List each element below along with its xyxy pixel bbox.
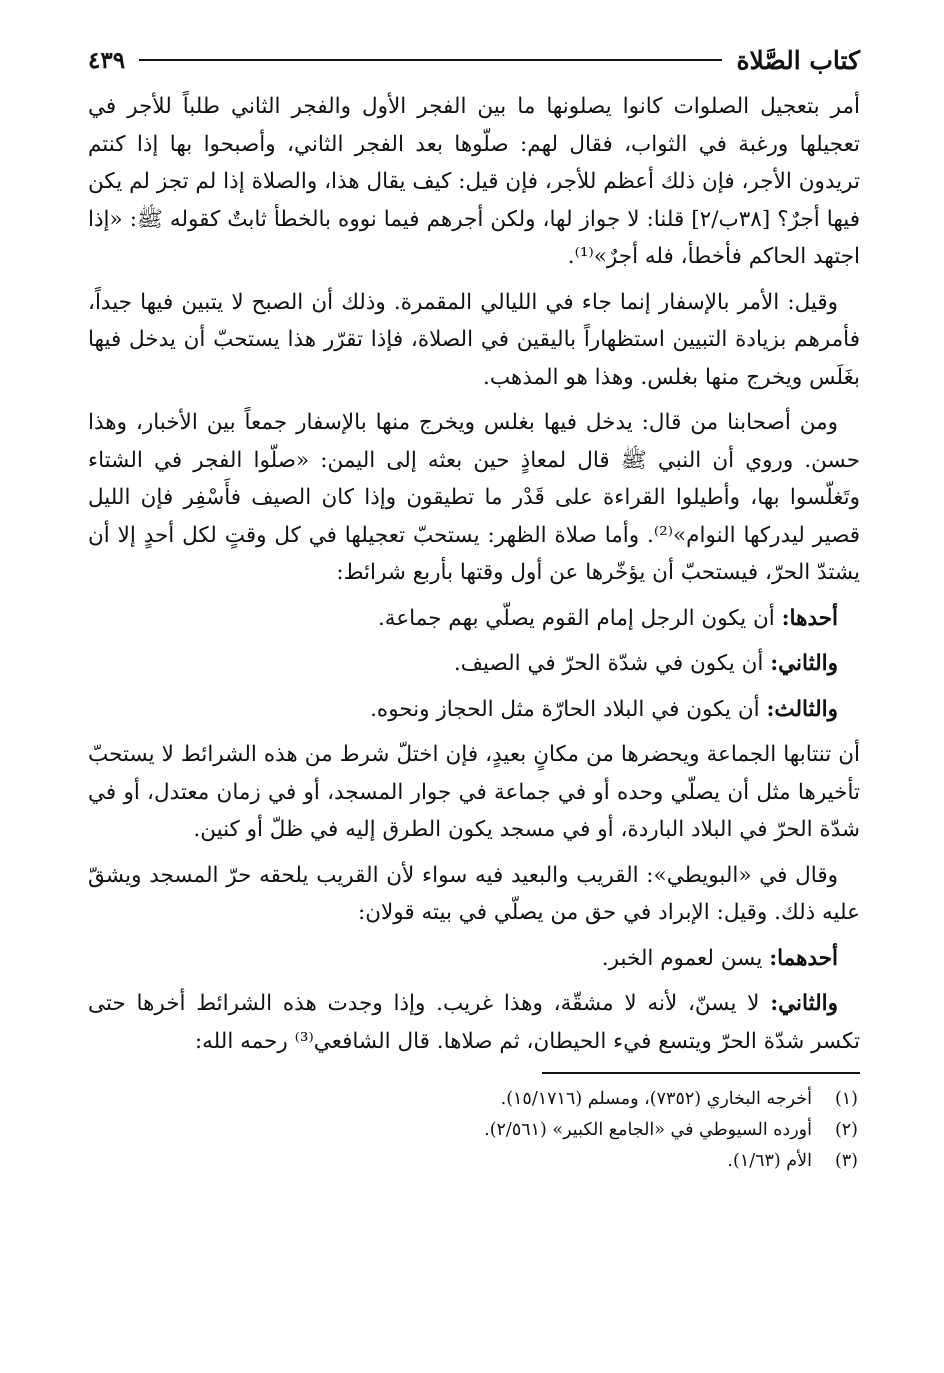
- option-1-text: يسن لعموم الخبر.: [601, 945, 770, 971]
- paragraph-1: أمر بتعجيل الصلوات كانوا يصلونها ما بين الفجر الأول والفجر الثاني طلباً للأجر في تعجيلها ورغبة في الثواب، فقال لهم: صلّوها بعد الفجر الثاني، وأصبحوا بها إذا كنتم تريدون الأجر، فإن ذلك أعظم للأجر، فإن قيل: كيف يقال هذا، والصلاة إذا لم تجز لم يكن فيها أجرٌ؟ [٣٨ب/٢] قلنا: لا جواز لها، ولكن أجرهم فيما نووه بالخطأ ثابتٌ كقوله ﷺ: «إذا اجتهد الحاكم فأخطأ، فله أجرٌ»⁽¹⁾.: [88, 94, 860, 269]
- footnote-rule: [542, 1072, 860, 1074]
- option-1-lead: أحدهما:: [769, 945, 838, 971]
- chapter-title: كتاب الصَّلاة: [736, 45, 860, 75]
- main-text: [88, 88, 860, 1060]
- condition-3-text: أن يكون في البلاد الحارّة مثل الحجاز ونحوه.: [370, 696, 767, 722]
- condition-2-text: أن يكون في شدّة الحرّ في الصيف.: [453, 651, 771, 676]
- option-2: [88, 985, 860, 1060]
- condition-1-lead: أحدها:: [781, 605, 838, 631]
- footnote-2-number: (٢): [834, 1120, 858, 1140]
- book-page: [88, 38, 860, 1177]
- condition-3: [88, 691, 860, 729]
- paragraph-2: وقيل: الأمر بالإسفار إنما جاء في الليالي المقمرة. وذلك أن الصبح لا يتبين فيها جيداً، فأمرهم بزيادة التبيين استظهاراً باليقين في الصلاة، فإذا تقرّر هذا يستحبّ أن يدخل فيها بغَلَس ويخرج منها بغلس. وهذا هو المذهب.: [88, 289, 860, 390]
- footnote-2-text: أورده السيوطي في «الجامع الكبير» (٢/٥٦١).: [484, 1120, 812, 1140]
- running-header: [88, 38, 860, 82]
- footnote-3: [88, 1146, 860, 1177]
- footnote-1-number: (١): [834, 1089, 858, 1109]
- condition-2: [88, 645, 860, 683]
- option-1: [88, 940, 860, 978]
- footnotes: [88, 1084, 860, 1177]
- condition-3-lead: والثالث:: [766, 696, 838, 722]
- header-rule: [139, 59, 722, 61]
- footnote-1-text: أخرجه البخاري (٧٣٥٢)، ومسلم (١٥/١٧١٦).: [500, 1089, 812, 1109]
- footnote-2: [88, 1115, 860, 1146]
- footnote-1: [88, 1084, 860, 1115]
- option-2-lead: والثاني:: [770, 991, 838, 1016]
- condition-1: [88, 600, 860, 638]
- footnote-3-text: الأم (١/٦٣).: [727, 1151, 812, 1171]
- option-2-text: لا يسنّ، لأنه لا مشقّة، وهذا غريب. وإذا وجدت هذه الشرائط أخرها حتى تكسر شدّة الحرّ ويتسع فيء الحيطان، ثم صلاها. قال الشافعي⁽³⁾ رحمه الله:: [88, 991, 860, 1054]
- page-number: ٤٣٩: [88, 46, 126, 74]
- paragraph-5: وقال في «البويطي»: القريب والبعيد فيه سواء لأن القريب يلحقه حرّ المسجد ويشقّ عليه ذلك. وقيل: الإبراد في حق من يصلّي في بيته قولان:: [88, 862, 860, 925]
- condition-2-lead: والثاني:: [770, 651, 838, 676]
- paragraph-4: أن تنتابها الجماعة ويحضرها من مكانٍ بعيدٍ، فإن اختلّ شرط من هذه الشرائط لا يستحبّ تأخيرها مثل أن يصلّي وحده أو في جماعة في جوار المسجد، أو في زمان معتدل، أو في شدّة الحرّ في البلاد الباردة، أو في مسجد يكون الطرق إليه في ظلّ أو كنين.: [88, 742, 860, 842]
- condition-1-text: أن يكون الرجل إمام القوم يصلّي بهم جماعة.: [377, 605, 782, 631]
- footnote-3-number: (٣): [834, 1151, 858, 1171]
- paragraph-3: ومن أصحابنا من قال: يدخل فيها بغلس ويخرج منها بالإسفار جمعاً بين الأخبار، وهذا حسن. وروي أن النبي ﷺ قال لمعاذٍ حين بعثه إلى اليمن: «صلّوا الفجر في الشتاء وتَغلّسوا بها، وأطيلوا القراءة على قَدْر ما تطيقون وإذا كان الصيف فأَسْفِر فإن الليل قصير ليدركها النوام»⁽²⁾. وأما صلاة الظهر: يستحبّ تعجيلها في كل وقتٍ لكل أحدٍ إلا أن يشتدّ الحرّ، فيستحبّ أن يؤخّرها عن أول وقتها بأربع شرائط:: [88, 410, 860, 585]
